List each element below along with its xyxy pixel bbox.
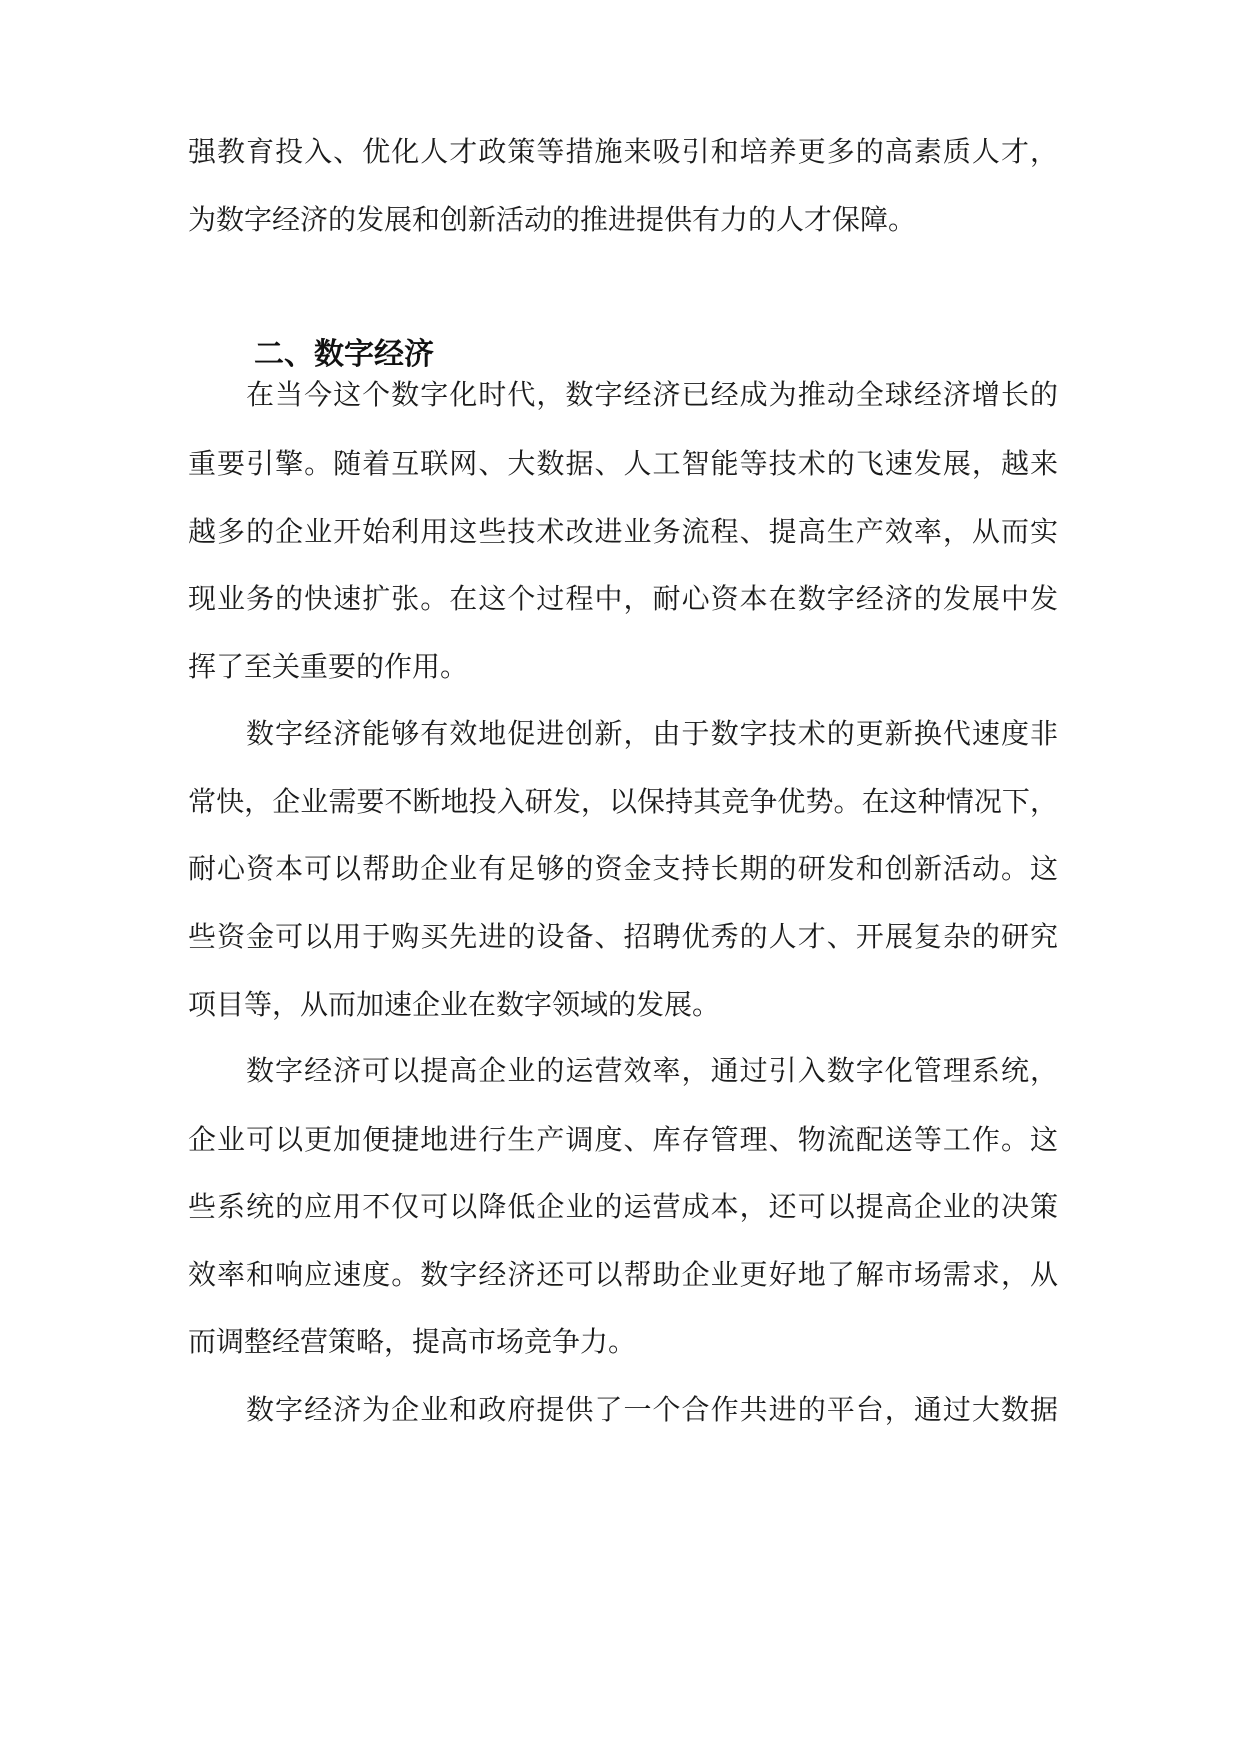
- p1-line-4: 现业务的快速扩张。在这个过程中，耐心资本在数字经济的发展中发: [188, 582, 1058, 615]
- p2-line-5: 项目等，从而加速企业在数字领域的发展。: [188, 988, 721, 1021]
- p3-line-3: 些系统的应用不仅可以降低企业的运营成本，还可以提高企业的决策: [188, 1190, 1058, 1223]
- section-heading: 二、数字经济: [254, 337, 434, 372]
- p1-line-5: 挥了至关重要的作用。: [188, 650, 469, 683]
- p1-line-3: 越多的企业开始利用这些技术改进业务流程、提高生产效率，从而实: [188, 515, 1058, 548]
- p4-line-1: 数字经济为企业和政府提供了一个合作共进的平台，通过大数据: [246, 1393, 1058, 1426]
- p3-line-5: 而调整经营策略，提高市场竞争力。: [188, 1325, 637, 1358]
- p3-line-4: 效率和响应速度。数字经济还可以帮助企业更好地了解市场需求，从: [188, 1258, 1058, 1291]
- intro-line-1: 强教育投入、优化人才政策等措施来吸引和培养更多的高素质人才，: [188, 135, 1058, 168]
- intro-line-2: 为数字经济的发展和创新活动的推进提供有力的人才保障。: [188, 203, 917, 236]
- p1-line-1: 在当今这个数字化时代，数字经济已经成为推动全球经济增长的: [246, 378, 1058, 411]
- p3-line-2: 企业可以更加便捷地进行生产调度、库存管理、物流配送等工作。这: [188, 1123, 1058, 1156]
- p2-line-2: 常快，企业需要不断地投入研发，以保持其竞争优势。在这种情况下，: [188, 785, 1058, 818]
- p2-line-4: 些资金可以用于购买先进的设备、招聘优秀的人才、开展复杂的研究: [188, 920, 1058, 953]
- p3-line-1: 数字经济可以提高企业的运营效率，通过引入数字化管理系统，: [246, 1054, 1058, 1087]
- p1-line-2: 重要引擎。随着互联网、大数据、人工智能等技术的飞速发展，越来: [188, 447, 1058, 480]
- p2-line-1: 数字经济能够有效地促进创新，由于数字技术的更新换代速度非: [246, 717, 1058, 750]
- p2-line-3: 耐心资本可以帮助企业有足够的资金支持长期的研发和创新活动。这: [188, 852, 1058, 885]
